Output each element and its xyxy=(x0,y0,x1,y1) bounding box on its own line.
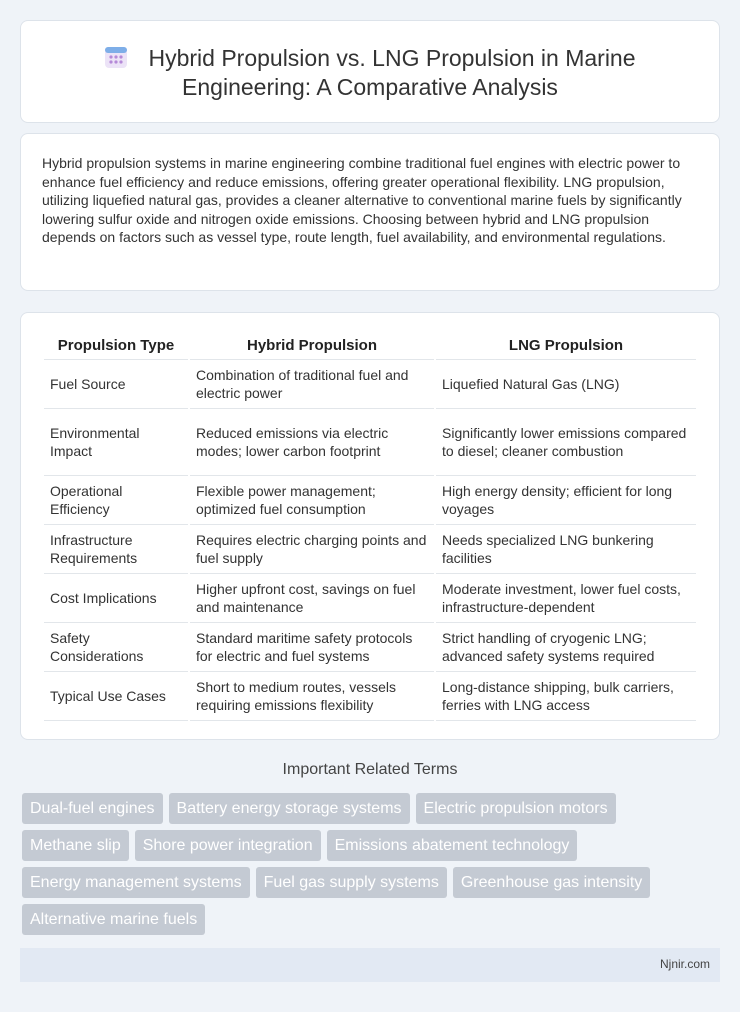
comparison-table xyxy=(42,332,698,721)
table-cell: Combination of traditional fuel and electric power xyxy=(190,360,434,409)
table-cell: Strict handling of cryogenic LNG; advanced safety systems required xyxy=(436,623,696,672)
column-header: LNG Propulsion xyxy=(436,332,696,360)
table-cell: Typical Use Cases xyxy=(44,672,188,721)
calendar-grid-icon xyxy=(104,45,128,69)
table-cell: Needs specialized LNG bunkering facilities xyxy=(436,525,696,574)
table-cell: Higher upfront cost, savings on fuel and maintenance xyxy=(190,574,434,623)
footer-site-link[interactable]: Njnir.com xyxy=(659,957,710,971)
summary-card xyxy=(20,133,720,291)
related-term-tag[interactable]: Greenhouse gas intensity xyxy=(453,867,650,898)
related-term-tag[interactable]: Dual-fuel engines xyxy=(22,793,163,824)
table-cell: Safety Considerations xyxy=(44,623,188,672)
related-term-tag[interactable]: Methane slip xyxy=(22,830,129,861)
table-cell: Liquefied Natural Gas (LNG) xyxy=(436,360,696,409)
summary-text: Hybrid propulsion systems in marine engineering combine traditional fuel engines with electric power to enhance fuel efficiency and reduce emissions, offering greater operational flexibility. LNG propulsion, utilizing liquefied natural gas, provides a cleaner alternative to conventional marine fuels by significantly lowering sulfur oxide and nitrogen oxide emissions. Choosing between hybrid and LNG propulsion depends on factors such as vessel type, route length, fuel availability, and environmental regulations. xyxy=(42,155,682,245)
related-terms-list xyxy=(22,793,722,941)
table-cell: Cost Implications xyxy=(44,574,188,623)
table-cell: Standard maritime safety protocols for electric and fuel systems xyxy=(190,623,434,672)
table-header-row xyxy=(44,332,696,360)
column-header: Hybrid Propulsion xyxy=(190,332,434,360)
table-cell: Fuel Source xyxy=(44,360,188,409)
table-cell: Moderate investment, lower fuel costs, infrastructure-dependent xyxy=(436,574,696,623)
related-term-tag[interactable]: Electric propulsion motors xyxy=(416,793,616,824)
related-term-tag[interactable]: Fuel gas supply systems xyxy=(256,867,447,898)
page-title xyxy=(21,44,719,102)
related-term-tag[interactable]: Energy management systems xyxy=(22,867,250,898)
table-cell: Requires electric charging points and fuel supply xyxy=(190,525,434,574)
table-row xyxy=(44,360,696,409)
table-cell: Short to medium routes, vessels requiring emissions flexibility xyxy=(190,672,434,721)
table-cell: Environmental Impact xyxy=(44,409,188,476)
table-cell: Reduced emissions via electric modes; lower carbon footprint xyxy=(190,409,434,476)
comparison-table-card xyxy=(20,312,720,740)
table-cell: Infrastructure Requirements xyxy=(44,525,188,574)
related-term-tag[interactable]: Emissions abatement technology xyxy=(327,830,578,861)
title-line-2: Engineering: A Comparative Analysis xyxy=(182,74,558,100)
table-row xyxy=(44,574,696,623)
related-terms-title: Important Related Terms xyxy=(282,761,458,778)
table-cell: High energy density; efficient for long voyages xyxy=(436,476,696,525)
table-cell: Significantly lower emissions compared to diesel; cleaner combustion xyxy=(436,409,696,476)
related-term-tag[interactable]: Shore power integration xyxy=(135,830,321,861)
title-line-1: Hybrid Propulsion vs. LNG Propulsion in Marine xyxy=(148,45,636,71)
related-term-tag[interactable]: Battery energy storage systems xyxy=(169,793,410,824)
table-cell: Operational Efficiency xyxy=(44,476,188,525)
related-term-tag[interactable]: Alternative marine fuels xyxy=(22,904,205,935)
table-row xyxy=(44,409,696,476)
table-row xyxy=(44,525,696,574)
table-row xyxy=(44,672,696,721)
table-cell: Long-distance shipping, bulk carriers, ferries with LNG access xyxy=(436,672,696,721)
column-header: Propulsion Type xyxy=(44,332,188,360)
footer xyxy=(20,948,720,982)
table-row xyxy=(44,623,696,672)
table-cell: Flexible power management; optimized fuel consumption xyxy=(190,476,434,525)
table-row xyxy=(44,476,696,525)
title-card xyxy=(20,20,720,123)
